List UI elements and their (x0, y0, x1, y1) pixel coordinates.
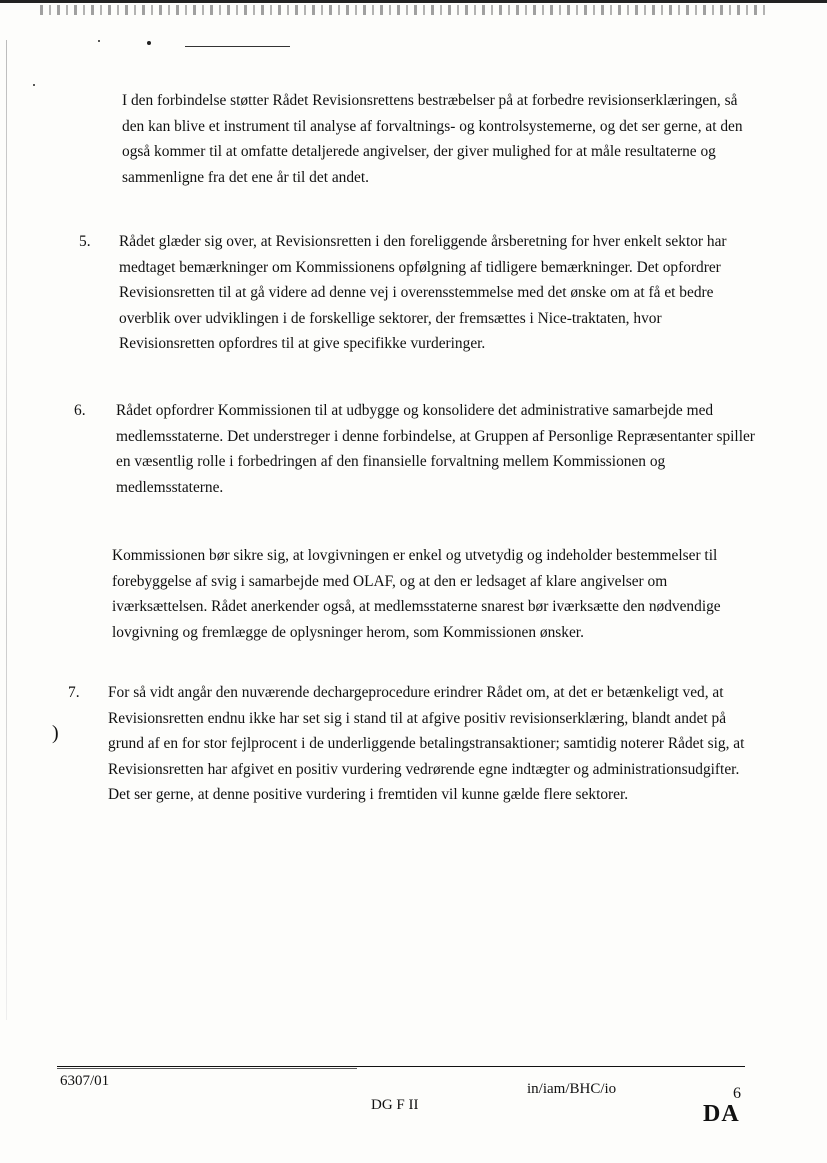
scan-speck (147, 41, 151, 45)
margin-bracket-mark: ) (52, 722, 59, 744)
item-paragraph: Rådet opfordrer Kommissionen til at udbygge og konsolidere det administrative samarbejde med medlemsstaterne. Det understreger i denne forbindelse, at Gruppen af Personlige Repræsentanter spiller en væsentlig rolle i forbedringen af den finansielle forvaltning mellem Kommissionen og medlemsstaterne. (116, 402, 755, 496)
language-code: DA (703, 1101, 740, 1127)
item-number: 6. (74, 402, 86, 419)
fax-transmission-header (0, 0, 827, 22)
item-paragraph: For så vidt angår den nuværende dechargeprocedure erindrer Rådet om, at det er betænkeligt ved, at Revisionsretten endnu ikke har set sig i stand til at afgive positiv revisionserklæring, blandt andet på grund af en for stor fejlprocent i de underliggende betalingstransaktioner; samtidig noterer Rådet sig, at Revisionsretten har afgivet en positiv vurdering vedrørende egne indtægter og administrationsudgifter. Det ser gerne, at denne positive vurdering i fremtiden vil kunne gælde flere sektorer. (108, 684, 745, 803)
document-number: 6307/01 (60, 1073, 110, 1089)
item-number: 7. (68, 684, 80, 701)
reference-initials: in/iam/BHC/io (527, 1081, 617, 1097)
item-number: 5. (79, 233, 91, 250)
scan-speck (98, 40, 100, 42)
item-paragraph: Rådet glæder sig over, at Revisionsretten i den foreliggende årsberetning for hver enkelt sektor har medtaget bemærkninger om Kommissionens opfølgning af tidligere bemærkninger. Det opfordrer Revisionsretten til at gå videre ad denne vej i overensstemmelse med det ønske om at få et bedre overblik over udviklingen i de forskellige sektorer, der fremsættes i Nice-traktaten, hvor Revisionsretten opfordres til at give specifikke vurderinger. (119, 233, 727, 352)
fax-header-strip (40, 5, 770, 15)
page-number: 6 (733, 1085, 741, 1102)
scan-page-edge (6, 40, 7, 1020)
footer-divider (57, 1068, 357, 1069)
intro-paragraph: I den forbindelse støtter Rådet Revisionsrettens bestræbelser på at forbedre revisionserklæringen, så den kan blive et instrument til analyse af forvaltnings- og kontrolsystemerne, og det ser gerne, at den også kommer til at omfatte detaljerede angivelser, der giver mulighed for at måle resultaterne og sammenligne fra det ene år til det andet. (122, 92, 743, 186)
department-code: DG F II (371, 1097, 419, 1113)
scan-rule (185, 46, 290, 47)
footer-divider (57, 1066, 745, 1067)
item-continuation-paragraph: Kommissionen bør sikre sig, at lovgivningen er enkel og utvetydig og indeholder bestemmelser til forebyggelse af svig i samarbejde med OLAF, og at den er ledsaget af klare angivelser om iværksættelsen. Rådet anerkender også, at medlemsstaterne snarest bør iværksætte den nødvendige lovgivning og fremlægge de oplysninger herom, som Kommissionen ønsker. (112, 547, 721, 641)
scan-speck (33, 84, 35, 86)
